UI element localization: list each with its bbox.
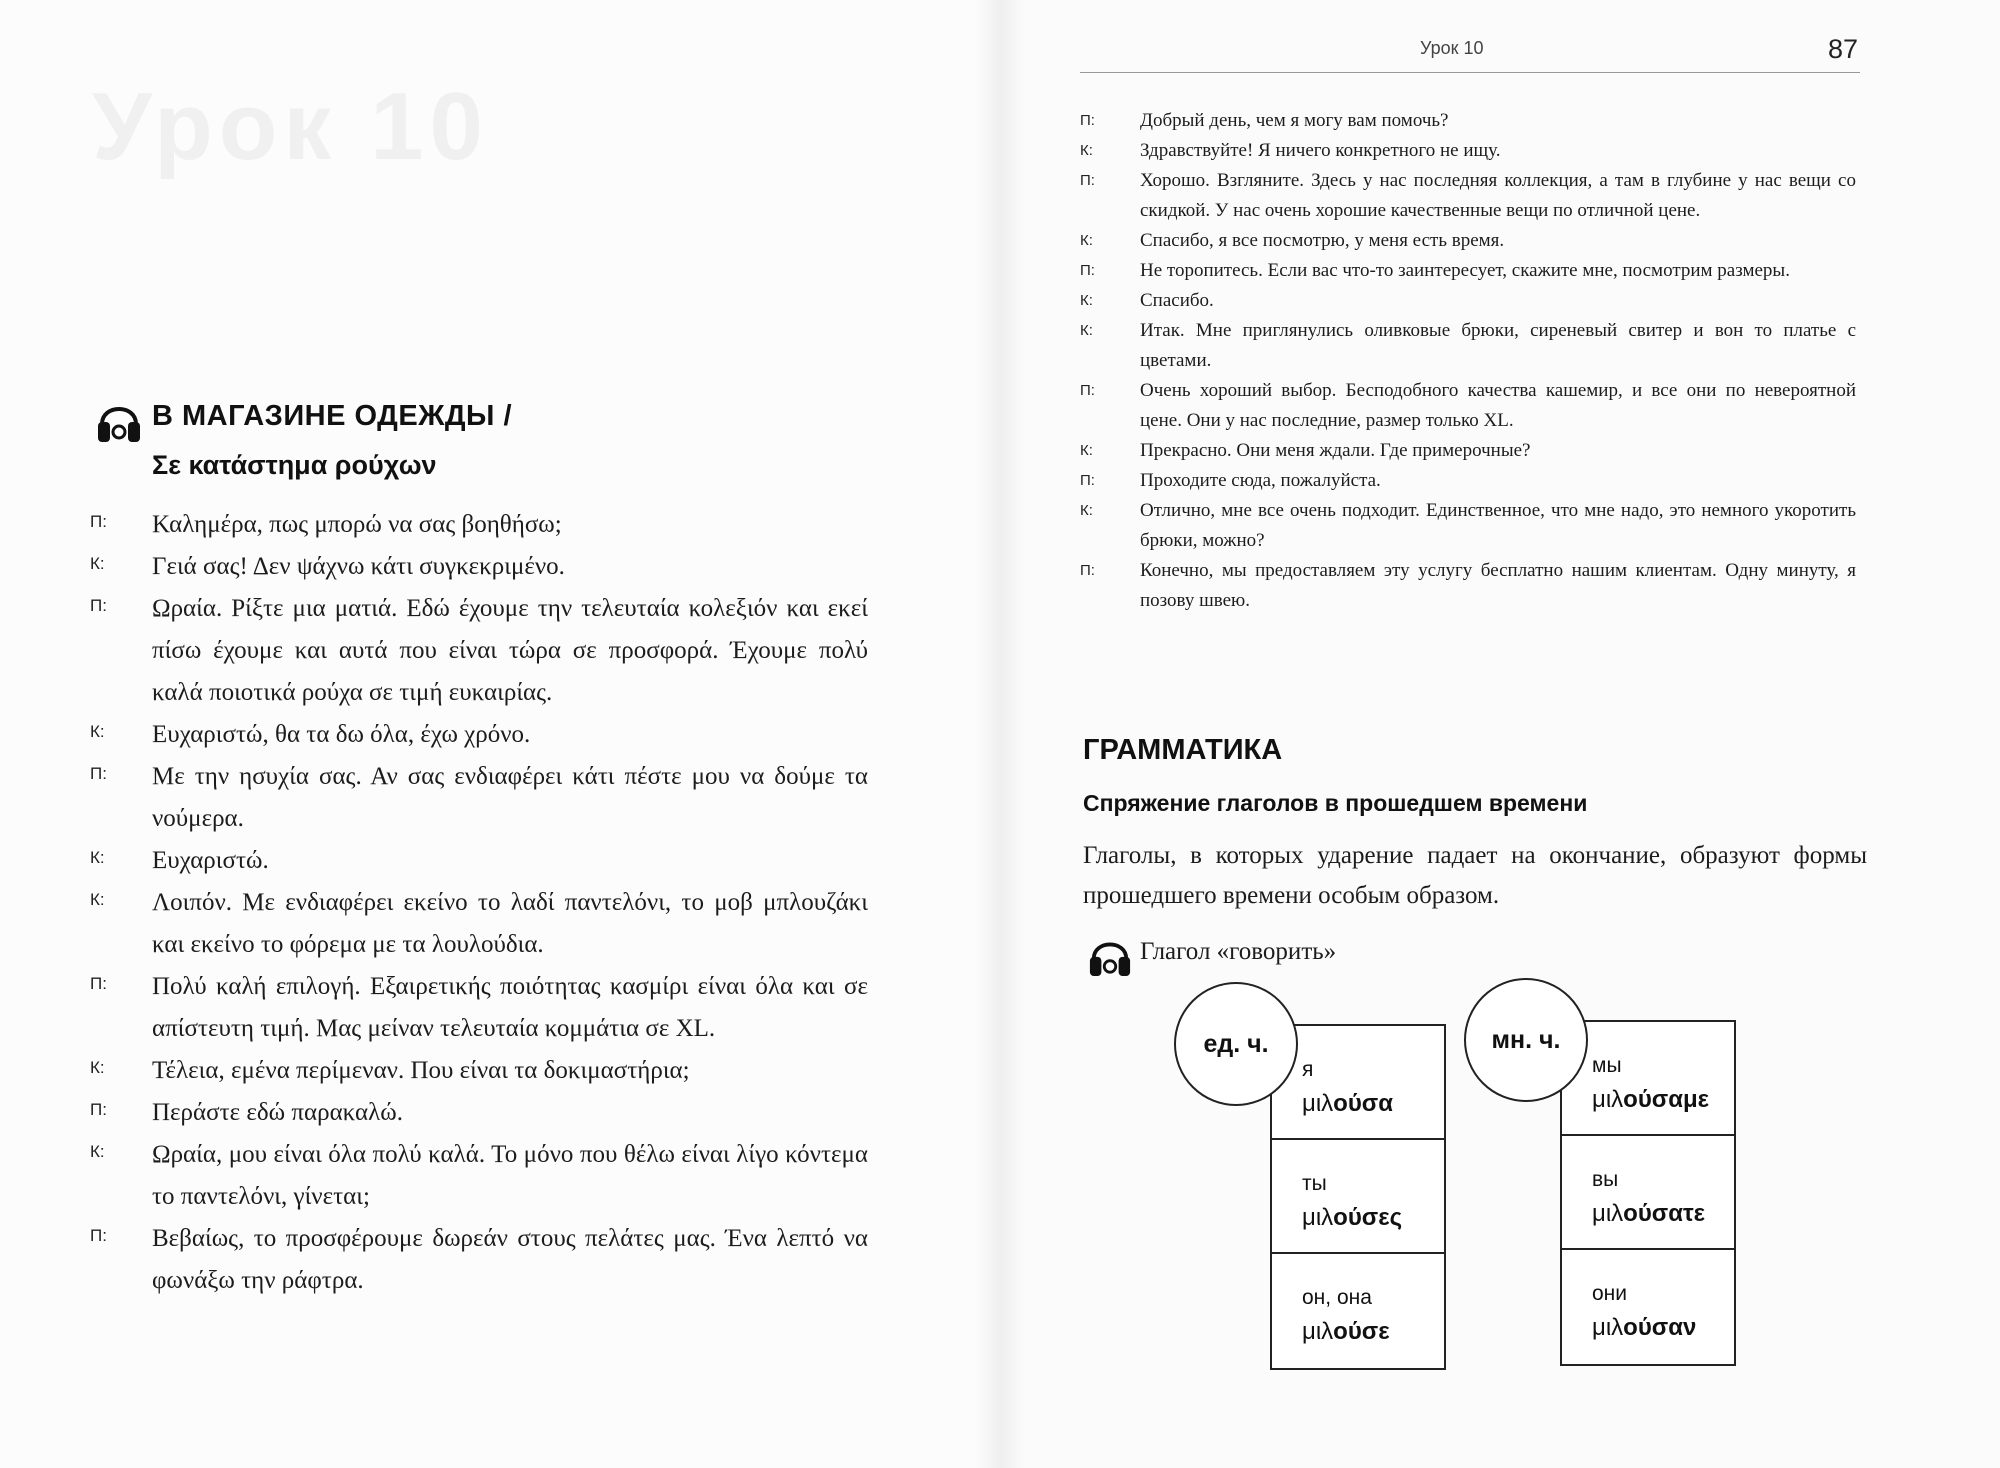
conjugation-cell [1272,1140,1444,1254]
dialogue-text: Ευχαριστώ, θα τα δω όλα, έχω χρόνο. [152,721,531,748]
dialogue-text: Итак. Мне приглянулись оливковые брюки, сиреневый свитер и вон то платье с цветами. [1140,320,1856,371]
plural-conjugation-table [1560,1020,1736,1366]
verb-form: μιλούσαμε [1592,1086,1710,1113]
dialogue-text: Очень хороший выбор. Бесподобного качества кашемир, и все они по невероятной цене. Они у нас последние, размер только XL. [1140,380,1856,431]
dialogue-line [1080,226,1856,256]
speaker-label: К: [90,1142,105,1161]
ghost-bleed-text: Урок 10 [92,73,489,180]
dialogue-text: Добрый день, чем я могу вам помочь? [1140,110,1449,131]
speaker-label: П: [1080,112,1095,129]
dialogue-line [1080,166,1856,226]
speaker-label: П: [1080,382,1095,399]
dialogue-greek [90,504,868,1302]
speaker-label: П: [1080,172,1095,189]
speaker-label: П: [1080,562,1095,579]
dialogue-line [90,840,868,882]
dialogue-line [1080,256,1856,286]
conjugation-cell [1272,1254,1444,1368]
dialogue-line [90,714,868,756]
section-title-gr: Σε κατάστημα ρούχων [152,450,437,480]
dialogue-line [90,1134,868,1218]
dialogue-line [1080,556,1856,616]
verb-form: μιλούσατε [1592,1200,1706,1227]
dialogue-text: Конечно, мы предоставляем эту услугу бесплатно нашим клиентам. Одну минуту, я позову швею. [1140,560,1856,611]
dialogue-text: Καλημέρα, πως μπορώ να σας βοηθήσω; [152,511,562,538]
verb-form: μιλούσε [1302,1318,1390,1345]
grammar-body: Глаголы, в которых ударение падает на окончание, образуют формы прошедшего времени особым образом. [1083,842,1867,909]
singular-label-circle: ед. ч. [1174,982,1298,1106]
verb-form: μιλούσες [1302,1204,1403,1231]
running-header: Урок 10 [1420,38,1484,58]
speaker-label: К: [1080,292,1093,309]
verb-form: μιλούσα [1302,1090,1393,1117]
dialogue-line [90,504,868,546]
dialogue-text: Περάστε εδώ παρακαλώ. [152,1099,403,1126]
speaker-label: К: [1080,232,1093,249]
dialogue-line [90,756,868,840]
dialogue-text: Спасибо. [1140,290,1214,311]
dialogue-line [90,1050,868,1092]
verb-label: Глагол «говорить» [1140,938,1337,965]
speaker-label: П: [90,512,107,531]
header-rule [1080,72,1860,73]
speaker-label: К: [1080,502,1093,519]
dialogue-line [1080,136,1856,166]
conjugation-cell [1562,1250,1734,1364]
dialogue-line [90,546,868,588]
headphones-icon [1088,928,1132,980]
speaker-label: К: [1080,322,1093,339]
pronoun: ты [1302,1172,1327,1195]
speaker-label: П: [90,764,107,783]
dialogue-text: Хорошо. Взгляните. Здесь у нас последняя коллекция, а там в глубине у нас вещи со скидкой. У нас очень хорошие качественные вещи по отличной цене. [1140,170,1856,221]
speaker-label: К: [90,722,105,741]
dialogue-text: Ωραία. Ρίξτε μια ματιά. Εδώ έχουμε την τελευταία κολεξιόν και εκεί πίσω έχουμε και αυτά που είναι τώρα σε προσφορά. Έχουμε πολύ καλά ποιοτικά ρούχα σε τιμή ευκαιρίας. [152,595,868,706]
dialogue-text: Спасибо, я все посмотрю, у меня есть время. [1140,230,1505,251]
speaker-label: П: [90,1100,107,1119]
dialogue-line [1080,466,1856,496]
page-number: 87 [1828,34,1859,64]
dialogue-text: Отлично, мне все очень подходит. Единственное, что мне надо, это немного укоротить брюки, можно? [1140,500,1856,551]
section-title-ru: В МАГАЗИНЕ ОДЕЖДЫ / [152,400,513,432]
dialogue-text: Με την ησυχία σας. Αν σας ενδιαφέρει κάτι πέστε μου να δούμε τα νούμερα. [152,763,868,832]
pronoun: мы [1592,1054,1622,1077]
dialogue-russian [1080,106,1856,616]
dialogue-line [90,882,868,966]
dialogue-text: Прекрасно. Они меня ждали. Где примерочные? [1140,440,1531,461]
dialogue-text: Ωραία, μου είναι όλα πολύ καλά. Το μόνο που θέλω είναι λίγο κόντεμα το παντελόνι, γίνεται; [152,1141,868,1210]
dialogue-line [1080,286,1856,316]
singular-conjugation-table [1270,1024,1446,1370]
speaker-label: П: [90,596,107,615]
pronoun: я [1302,1058,1314,1081]
pronoun: он, она [1302,1286,1372,1309]
dialogue-line [1080,496,1856,556]
dialogue-text: Γειά σας! Δεν ψάχνω κάτι συγκεκριμένο. [152,553,565,580]
dialogue-text: Не торопитесь. Если вас что-то заинтересует, скажите мне, посмотрим размеры. [1140,260,1790,281]
grammar-title: ГРАММАТИКА [1083,734,1283,766]
pronoun: вы [1592,1168,1619,1191]
dialogue-line [1080,316,1856,376]
speaker-label: П: [90,1226,107,1245]
dialogue-line [1080,106,1856,136]
grammar-subtitle: Спряжение глаголов в прошедшем времени [1083,790,1588,816]
dialogue-text: Τέλεια, εμένα περίμεναν. Που είναι τα δοκιμαστήρια; [152,1057,690,1084]
speaker-label: П: [90,974,107,993]
headphones-icon [96,392,142,446]
plural-label-circle: мн. ч. [1464,978,1588,1102]
speaker-label: К: [90,848,105,867]
dialogue-line [1080,376,1856,436]
dialogue-text: Πολύ καλή επιλογή. Εξαιρετικής ποιότητας κασμίρι είναι όλα και σε απίστευτη τιμή. Μας μείναν τελευταία κομμάτια σε XL. [152,973,868,1042]
dialogue-line [1080,436,1856,466]
pronoun: они [1592,1282,1628,1305]
speaker-label: П: [1080,472,1095,489]
verb-form: μιλούσαν [1592,1314,1697,1341]
speaker-label: П: [1080,262,1095,279]
speaker-label: К: [90,890,105,909]
dialogue-text: Проходите сюда, пожалуйста. [1140,470,1381,491]
book-gutter [975,0,1025,1468]
dialogue-text: Βεβαίως, το προσφέρουμε δωρεάν στους πελάτες μας. Ένα λεπτό να φωνάξω την ράφτρα. [152,1225,868,1294]
dialogue-text: Здравствуйте! Я ничего конкретного не ищу. [1140,140,1501,161]
dialogue-line [90,966,868,1050]
dialogue-text: Ευχαριστώ. [152,847,269,874]
conjugation-cell [1562,1136,1734,1250]
speaker-label: К: [90,554,105,573]
dialogue-line [90,1092,868,1134]
dialogue-line [90,1218,868,1302]
dialogue-text: Λοιπόν. Με ενδιαφέρει εκείνο το λαδί παντελόνι, το μοβ μπλουζάκι και εκείνο το φόρεμα με τα λουλούδια. [152,889,868,958]
dialogue-line [90,588,868,714]
speaker-label: К: [1080,442,1093,459]
speaker-label: К: [90,1058,105,1077]
speaker-label: К: [1080,142,1093,159]
